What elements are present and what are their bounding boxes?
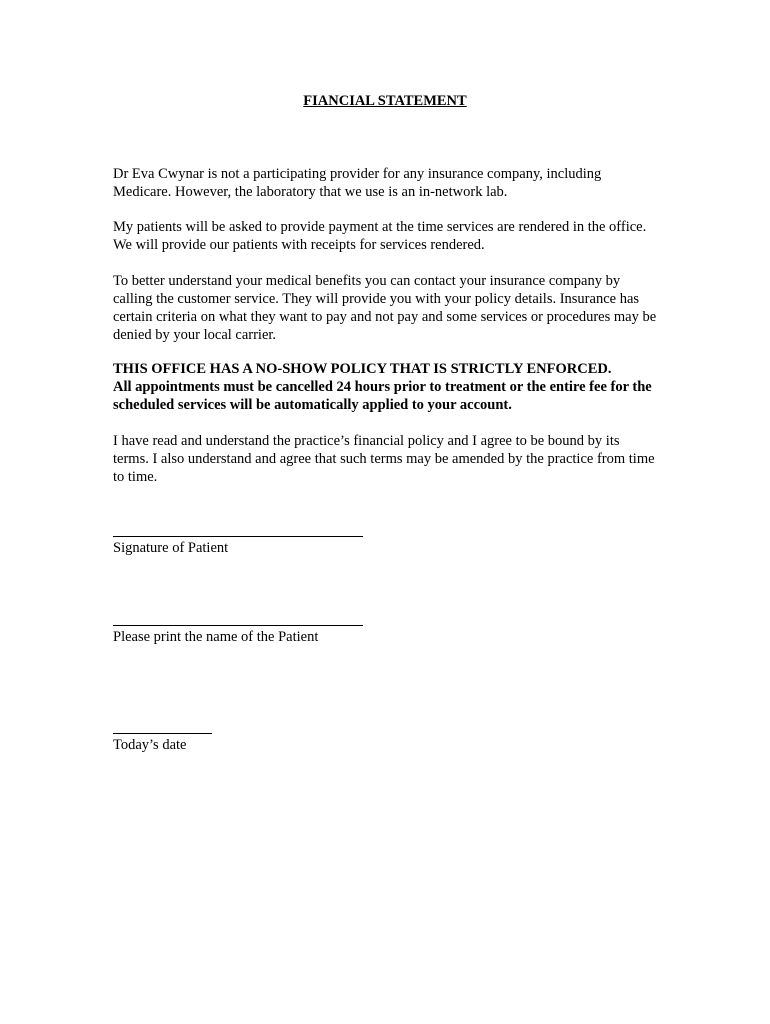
agreement-paragraph: I have read and understand the practice’s financial policy and I agree to be bound by its terms. I also understand and agree that such terms may be amended by the practice from time to time. — [113, 433, 655, 485]
signature-line[interactable] — [113, 536, 363, 537]
payment-paragraph: My patients will be asked to provide payment at the time services are rendered in the office. We will provide our patients with receipts for services rendered. — [113, 219, 647, 253]
policy-heading: THIS OFFICE HAS A NO-SHOW POLICY THAT IS STRICTLY ENFORCED. — [113, 361, 612, 377]
signature-label: Signature of Patient — [113, 540, 229, 556]
provider-paragraph: Dr Eva Cwynar is not a participating provider for any insurance company, including Medicare. However, the laboratory that we use is an in-network lab. — [113, 166, 602, 200]
benefits-paragraph: To better understand your medical benefits you can contact your insurance company by calling the customer service. They will provide you with your policy details. Insurance has certain criteria on what they want to pay and not pay and some services or procedures may be denied by your local carrier. — [113, 273, 657, 343]
document-title: FIANCIAL STATEMENT — [303, 93, 467, 109]
policy-text: All appointments must be cancelled 24 hours prior to treatment or the entire fee for the scheduled services will be automatically applied to your account. — [113, 379, 652, 413]
print-name-label: Please print the name of the Patient — [113, 629, 319, 645]
date-line[interactable] — [113, 733, 212, 734]
date-label: Today’s date — [113, 737, 187, 753]
print-name-line[interactable] — [113, 625, 363, 626]
no-show-policy — [113, 360, 658, 414]
